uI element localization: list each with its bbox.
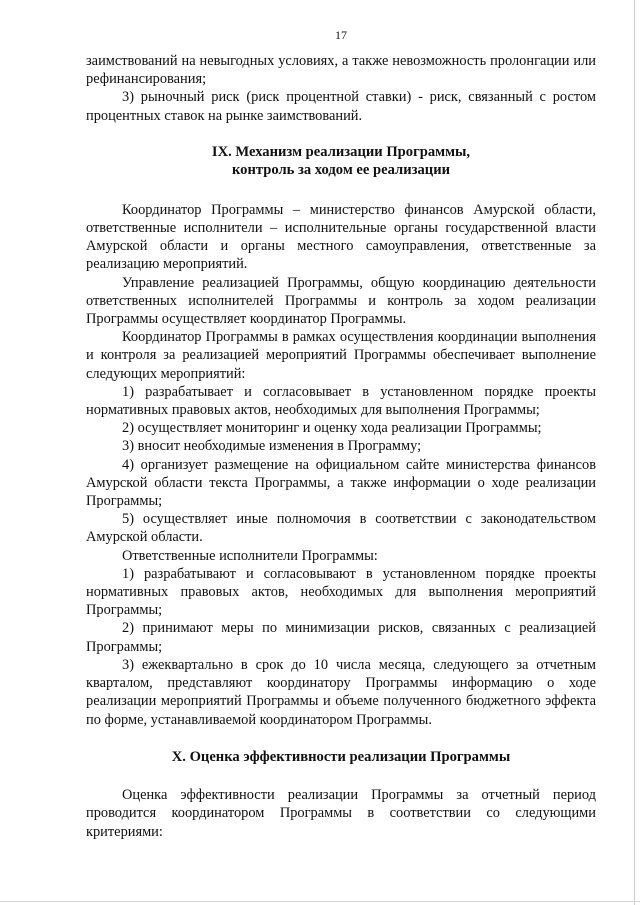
section-heading: X. Оценка эффективности реализации Программы [171, 748, 511, 765]
page-edge-bottom [0, 901, 640, 902]
section-heading-line: контроль за ходом ее реализации [231, 162, 451, 179]
list-item: 3) ежеквартально в срок до 10 числа месяца, следующего за отчетным кварталом, представляют координатору Программы информацию о ходе реализации мероприятий Программы и объеме полученного бюджетного эффекта по форме, устанавливаемой координатором Программы. [86, 656, 596, 728]
section-heading-line: IX. Механизм реализации Программы, [211, 143, 471, 160]
paragraph: Оценка эффективности реализации Программы за отчетный период проводится координатором Программы в соответствии со следующими критериями: [86, 787, 596, 840]
list-item: 1) разрабатывает и согласовывает в установленном порядке проекты нормативных правовых актов, необходимых для выполнения Программы; [86, 383, 596, 419]
list-item: 2) осуществляет мониторинг и оценку хода реализации Программы; [122, 420, 542, 437]
paragraph: Координатор Программы в рамках осуществления координации выполнения и контроля за реализацией мероприятий Программы обеспечивает выполнение следующих мероприятий: [86, 329, 596, 382]
paragraph: заимствований на невыгодных условиях, а также невозможность пролонгации или рефинансирования; [86, 53, 596, 88]
list-item: 2) принимают меры по минимизации рисков, связанных с реализацией Программы; [86, 620, 596, 655]
page-number: 17 [335, 28, 347, 42]
paragraph: Управление реализацией Программы, общую координацию деятельности ответственных исполнителей Программы и контроль за ходом реализации Программы осуществляет координатор Программы. [86, 274, 596, 328]
paragraph: Координатор Программы – министерство финансов Амурской области, ответственные исполнители – исполнительные органы государственной власти Амурской области и органы местного самоуправления, ответственные за реализацию мероприятий. [86, 201, 596, 273]
list-item: 1) разрабатывают и согласовывают в установленном порядке проекты нормативных правовых актов, необходимых для выполнения мероприятий Программы; [86, 565, 596, 619]
list-item: 5) осуществляет иные полномочия в соответствии с законодательством Амурской области. [86, 511, 596, 546]
page-edge-right [634, 0, 635, 905]
document-body [86, 52, 596, 841]
paragraph: Ответственные исполнители Программы: [122, 547, 378, 564]
list-item: 3) вносит необходимые изменения в Программу; [122, 438, 422, 455]
paragraph: 3) рыночный риск (риск процентной ставки) - риск, связанный с ростом процентных ставок на рынке заимствований. [86, 89, 596, 124]
list-item: 4) организует размещение на официальном сайте министерства финансов Амурской области текста Программы, а также информации о ходе реализации Программы; [86, 456, 596, 510]
